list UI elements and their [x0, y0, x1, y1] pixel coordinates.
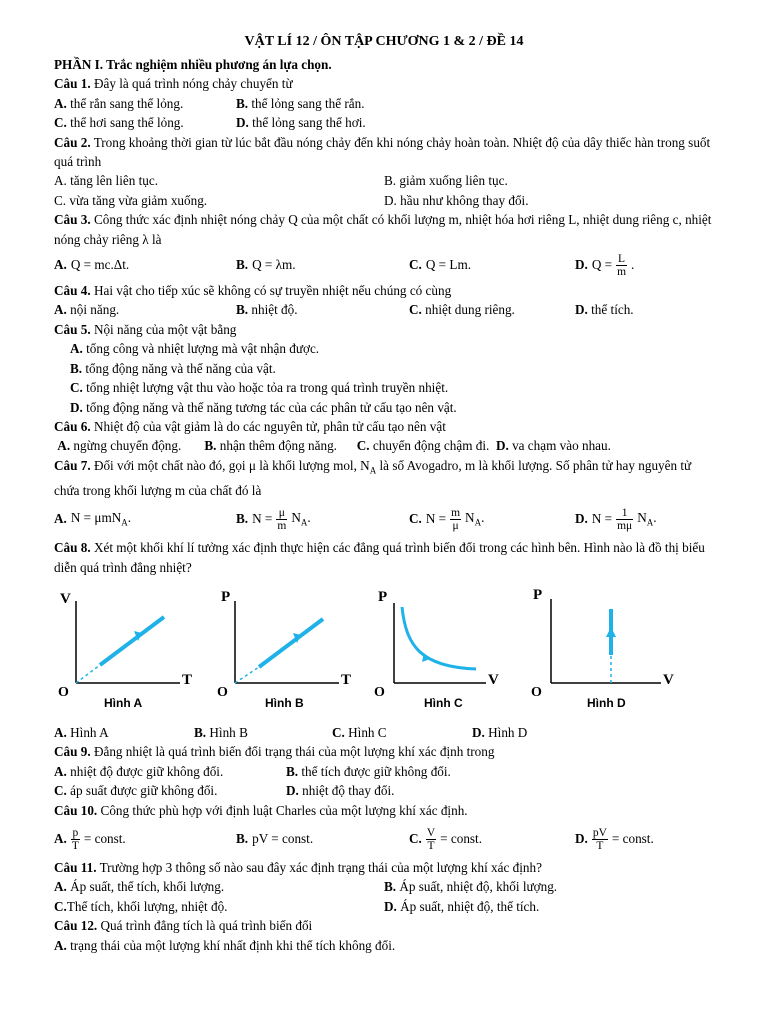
option-b[interactable] [54, 359, 714, 378]
option-letter: C. [409, 511, 422, 527]
figure-d [525, 583, 682, 723]
x-axis-label: T [182, 671, 193, 688]
q-label: Câu 11. [54, 860, 97, 876]
option-c[interactable] [409, 300, 575, 319]
subscript: A [300, 517, 308, 528]
process-line [259, 619, 323, 667]
q7-options [54, 500, 714, 538]
option-d[interactable]: D. N = $\frac{1}{m\mu}$ $N_A$. [575, 506, 657, 532]
fraction [426, 827, 436, 852]
option-letter: B. [384, 879, 397, 895]
option-a[interactable] [54, 257, 236, 273]
q-label: Câu 9. [54, 744, 91, 760]
question-6 [54, 417, 714, 436]
option-a[interactable] [57, 438, 181, 453]
q-text: Đẳng nhiệt là quá trình biến đổi trạng thái của một lượng khí xác định trong [90, 744, 495, 760]
formula-end: . [631, 257, 635, 273]
option-letter: A. [70, 341, 83, 357]
option-c[interactable] [409, 257, 575, 273]
option-letter: B. [236, 95, 249, 111]
option-letter: A. [54, 724, 67, 740]
q9-options-row2 [54, 781, 714, 800]
q-text: Công thức xác định nhiệt nóng chảy Q của một chất có khối lượng m, nhiệt hóa hơi riêng L, nhiệt dung riêng c, nhiệt nóng chảy riêng λ là [54, 212, 712, 247]
numerator: V [426, 826, 436, 839]
formula-lhs: N = [425, 511, 447, 527]
option-c[interactable]: C. vừa tăng vừa giảm xuống. [54, 192, 208, 208]
numerator: 1 [616, 507, 633, 520]
option-text: Thể tích, khối lượng, nhiệt độ. [66, 898, 228, 914]
option-text: nội năng. [70, 302, 120, 318]
arrow-icon [606, 627, 616, 637]
option-c[interactable] [54, 897, 384, 916]
q10-options [54, 820, 714, 858]
page-title: VẬT LÍ 12 / ÔN TẬP CHƯƠNG 1 & 2 / ĐỀ 14 [244, 34, 524, 49]
q1-options-row2 [54, 113, 714, 132]
formula-lhs: N = [591, 511, 613, 527]
option-c[interactable]: C. N = $\frac{m}{\mu}$ $N_A$. [409, 506, 485, 532]
option-letter: D. [286, 783, 299, 799]
option-letter: B. [194, 724, 207, 740]
x-axis-label: T [341, 671, 352, 688]
origin-label: O [374, 684, 385, 700]
question-2 [54, 133, 714, 172]
option-letter: C. [409, 257, 422, 273]
numerator: L [618, 252, 626, 265]
formula-end: . [127, 510, 132, 526]
option-letter: B. [286, 763, 299, 779]
denominator: mμ [617, 519, 633, 532]
option-letter: C. [409, 831, 422, 847]
graph-c [368, 583, 525, 723]
q-text: Trường hợp 3 thông số nào sau đây xác định trạng thái của một lượng khí xác định? [96, 860, 542, 876]
q-text: Đối với một chất nào đó, gọi μ là khối lượng mol, N [90, 457, 370, 473]
option-letter: D. [70, 399, 83, 415]
y-axis-label: V [60, 590, 71, 607]
q2-options-row2 [54, 191, 714, 210]
figure-caption: Hình D [587, 695, 626, 710]
graph-b [211, 583, 368, 723]
option-c[interactable] [357, 438, 490, 453]
option-c[interactable] [409, 827, 575, 852]
subscript: A [121, 517, 128, 528]
option-letter: D. [236, 115, 249, 131]
q8-options [54, 723, 714, 742]
option-text: Hình C [348, 724, 387, 740]
option-a[interactable] [54, 827, 236, 852]
option-text: áp suất được giữ không đổi. [70, 783, 218, 799]
graph-d [525, 583, 682, 723]
formula-end: N [291, 510, 301, 526]
option-text: ngừng chuyển động. [73, 438, 182, 454]
subscript: A [474, 517, 482, 528]
numerator: μ [276, 507, 287, 520]
extrapolation-line [235, 667, 259, 683]
q11-options-row1 [54, 877, 714, 896]
option-text: nhiệt dung riêng. [425, 302, 515, 318]
option-letter: B. [236, 831, 249, 847]
option-text: tổng nhiệt lượng vật thu vào hoặc tỏa ra trong quá trình truyền nhiệt. [86, 380, 449, 396]
q-text: Xét một khối khí lí tưởng xác định thực hiện các đẳng quá trình biến đổi trong các hình bên. Hình nào là đồ thị biểu diễn quá trình đẳng nhiệt? [54, 540, 705, 575]
extrapolation-line [76, 665, 100, 683]
option-b[interactable] [204, 438, 337, 453]
process-line [100, 617, 164, 665]
question-3 [54, 210, 714, 249]
option-letter: C. [54, 898, 67, 914]
question-7 [54, 456, 714, 500]
option-text: Hình D [488, 724, 528, 740]
q-text: Quá trình đẳng tích là quá trình biến đổi [97, 918, 313, 934]
option-text: Hình A [70, 724, 109, 740]
option-d[interactable] [575, 300, 634, 319]
option-text: va chạm vào nhau. [512, 438, 611, 454]
option-d[interactable] [575, 827, 654, 852]
q-label: Câu 10. [54, 802, 98, 818]
question-5 [54, 320, 714, 339]
question-10 [54, 801, 714, 820]
fraction [450, 507, 461, 532]
y-axis-label: P [378, 588, 388, 605]
q-text: Hai vật cho tiếp xúc sẽ không có sự truyền nhiệt nếu chúng có cùng [90, 283, 452, 299]
fraction [616, 507, 633, 532]
q-label: Câu 7. [54, 457, 91, 473]
option-formula: Q = λm. [252, 257, 296, 273]
q-text: Nhiệt độ của vật giảm là do các nguyên tử, phân tử cấu tạo nên vật [90, 418, 446, 434]
q-label: Câu 8. [54, 540, 91, 556]
figure-c [368, 583, 525, 723]
option-letter: A. [54, 257, 67, 273]
option-a[interactable] [54, 936, 714, 955]
question-4 [54, 281, 714, 300]
option-letter: A. [54, 511, 67, 527]
option-letter: D. [575, 831, 588, 847]
option-a[interactable]: A. tăng lên liên tục. [54, 173, 159, 189]
option-text: nhiệt độ được giữ không đổi. [70, 763, 224, 779]
q1-options-row1 [54, 94, 714, 113]
option-text: nhiệt độ. [251, 302, 298, 318]
q-label: Câu 5. [54, 321, 91, 337]
origin-label: O [58, 684, 69, 700]
isotherm-curve [402, 607, 476, 669]
formula-lhs: Q = [591, 257, 613, 273]
option-text: thể tích được giữ không đổi. [301, 763, 451, 779]
option-text: thể lỏng sang thể rắn. [251, 95, 365, 111]
q-text: Trong khoảng thời gian từ lúc bắt đầu nóng chảy đến khi nóng chảy hoàn toàn. Nhiệt độ của dây thiếc hàn trong suốt quá trình [54, 134, 711, 170]
x-axis-label: V [663, 671, 674, 688]
option-d[interactable] [54, 398, 714, 417]
option-letter: C. [70, 380, 83, 396]
q-text: là số Avogadro, m là khối lượng. Số phân tử hay nguyên tử chứa trong khối lượng m của chất đó là [54, 457, 692, 498]
option-letter: C. [54, 115, 67, 131]
option-text: tổng động năng và thế năng của vật. [85, 360, 276, 376]
figure-a [54, 583, 211, 723]
q2-options-row1 [54, 171, 714, 190]
option-formula: Q = Lm. [425, 257, 471, 273]
q-label: Câu 1. [54, 76, 91, 92]
option-a[interactable] [54, 300, 236, 319]
option-d[interactable] [575, 253, 634, 278]
question-9 [54, 742, 714, 761]
option-text: trạng thái của một lượng khí nhất định khi thể tích không đổi. [70, 937, 396, 953]
q4-options [54, 300, 714, 319]
option-b[interactable] [384, 877, 714, 896]
option-a[interactable] [54, 723, 194, 742]
option-formula: pV = const. [252, 831, 314, 847]
q-label: Câu 3. [54, 212, 91, 228]
formula-end: N [465, 510, 475, 526]
q-label: Câu 12. [54, 918, 98, 934]
option-text: Áp suất, nhiệt độ, thể tích. [400, 898, 540, 914]
option-text: Áp suất, nhiệt độ, khối lượng. [399, 879, 558, 895]
option-d[interactable] [384, 897, 714, 916]
q-text: Đây là quá trình nóng chảy chuyển từ [90, 76, 293, 92]
subscript: A [369, 465, 377, 476]
option-b[interactable] [236, 831, 409, 847]
q3-options [54, 249, 714, 281]
origin-label: O [531, 684, 542, 700]
option-letter: A. [54, 302, 67, 318]
option-letter: C. [54, 783, 67, 799]
q11-options-row2 [54, 897, 714, 916]
denominator: T [71, 839, 79, 852]
q-label: Câu 4. [54, 283, 91, 299]
option-c[interactable] [54, 781, 286, 800]
option-text: tổng động năng và thế năng tương tác của các phân tử cấu tạo nên vật. [86, 399, 457, 415]
q-label: Câu 2. [54, 134, 91, 150]
formula-end: N [637, 510, 647, 526]
option-c[interactable] [54, 378, 714, 397]
option-a[interactable] [54, 510, 236, 528]
option-letter: B. [204, 438, 217, 454]
option-text: tổng công và nhiệt lượng mà vật nhận được. [86, 341, 320, 357]
option-letter: D. [575, 511, 588, 527]
option-letter: C. [409, 302, 422, 318]
option-d[interactable] [236, 113, 366, 132]
option-d[interactable] [472, 723, 527, 742]
option-letter: B. [236, 257, 249, 273]
option-a[interactable] [54, 339, 714, 358]
figure-b [211, 583, 368, 723]
option-letter: D. [575, 257, 588, 273]
q-label: Câu 6. [54, 418, 91, 434]
option-letter: D. [495, 438, 509, 454]
option-b[interactable] [194, 723, 332, 742]
option-c[interactable] [332, 723, 472, 742]
denominator: m [617, 265, 627, 278]
question-8 [54, 538, 714, 577]
option-c[interactable] [54, 113, 236, 132]
option-letter: C. [356, 438, 370, 454]
option-a[interactable] [54, 877, 384, 896]
option-letter: D. [384, 898, 397, 914]
option-letter: A. [54, 831, 67, 847]
y-axis-label: P [221, 588, 231, 605]
denominator: T [427, 839, 435, 852]
option-letter: D. [575, 302, 588, 318]
option-b[interactable]: B. N = $\frac{\mu}{m}$ $N_A$. [236, 506, 311, 532]
q8-figures [54, 583, 714, 723]
option-text: nhận thêm động năng. [219, 438, 337, 454]
question-12 [54, 916, 714, 935]
option-a[interactable] [54, 762, 286, 781]
fraction [616, 253, 627, 278]
figure-caption: Hình C [424, 695, 463, 710]
q-text: Công thức phù hợp với định luật Charles của một lượng khí xác định. [97, 802, 468, 818]
option-letter: A. [54, 879, 67, 895]
option-d[interactable] [286, 781, 394, 800]
q-text: Nội năng của một vật bằng [90, 321, 237, 337]
question-1 [54, 74, 714, 93]
numerator: m [451, 506, 461, 519]
option-a[interactable] [54, 94, 236, 113]
denominator: T [596, 839, 604, 852]
option-text: thể hơi sang thể lỏng. [70, 115, 184, 131]
option-b[interactable] [236, 300, 409, 319]
option-b[interactable]: B. giảm xuống liên tục. [384, 173, 508, 189]
subscript: A [646, 517, 654, 528]
option-d[interactable]: D. hầu như không thay đổi. [384, 192, 529, 208]
option-letter: D. [472, 724, 485, 740]
figure-caption: Hình A [104, 695, 143, 710]
numerator: pV [592, 826, 607, 839]
option-letter: B. [70, 360, 83, 376]
option-formula: N = μmN [70, 510, 122, 526]
option-letter: A. [54, 95, 67, 111]
option-formula: Q = mc.Δt. [70, 257, 130, 273]
numerator: p [72, 826, 79, 839]
q6-options [54, 436, 714, 455]
option-text: thể lỏng sang thể hơi. [252, 115, 366, 131]
part-heading: PHẦN I. Trắc nghiệm nhiều phương án lựa chọn. [54, 57, 332, 72]
option-b[interactable] [236, 94, 365, 113]
option-letter: C. [332, 724, 345, 740]
formula-lhs: N = [252, 511, 273, 527]
option-b[interactable] [286, 762, 451, 781]
denominator: m [277, 519, 287, 532]
option-text: Hình B [209, 724, 248, 740]
option-text: nhiệt độ thay đổi. [302, 783, 395, 799]
fraction [276, 507, 287, 532]
formula-rhs: = const. [440, 831, 483, 847]
denominator: μ [452, 519, 459, 532]
graph-a [54, 583, 211, 723]
option-text: thể tích. [591, 302, 634, 318]
formula-rhs: = const. [611, 831, 654, 847]
figure-caption: Hình B [265, 695, 304, 710]
option-letter: A. [54, 937, 67, 953]
x-axis-label: V [488, 671, 499, 688]
fraction [71, 827, 80, 852]
option-letter: B. [236, 511, 249, 527]
option-text: Áp suất, thể tích, khối lượng. [70, 879, 225, 895]
formula-rhs: = const. [83, 831, 126, 847]
y-axis-label: P [533, 586, 543, 603]
option-d[interactable] [496, 438, 611, 453]
option-text: thể rắn sang thể lỏng. [70, 95, 184, 111]
q9-options-row1 [54, 762, 714, 781]
option-text: chuyển động chậm đi. [372, 438, 490, 454]
fraction [592, 827, 608, 852]
option-letter: A. [54, 763, 67, 779]
option-b[interactable] [236, 257, 409, 273]
option-letter: B. [236, 302, 249, 318]
question-11 [54, 858, 714, 877]
option-letter: A. [57, 438, 71, 454]
origin-label: O [217, 684, 228, 700]
